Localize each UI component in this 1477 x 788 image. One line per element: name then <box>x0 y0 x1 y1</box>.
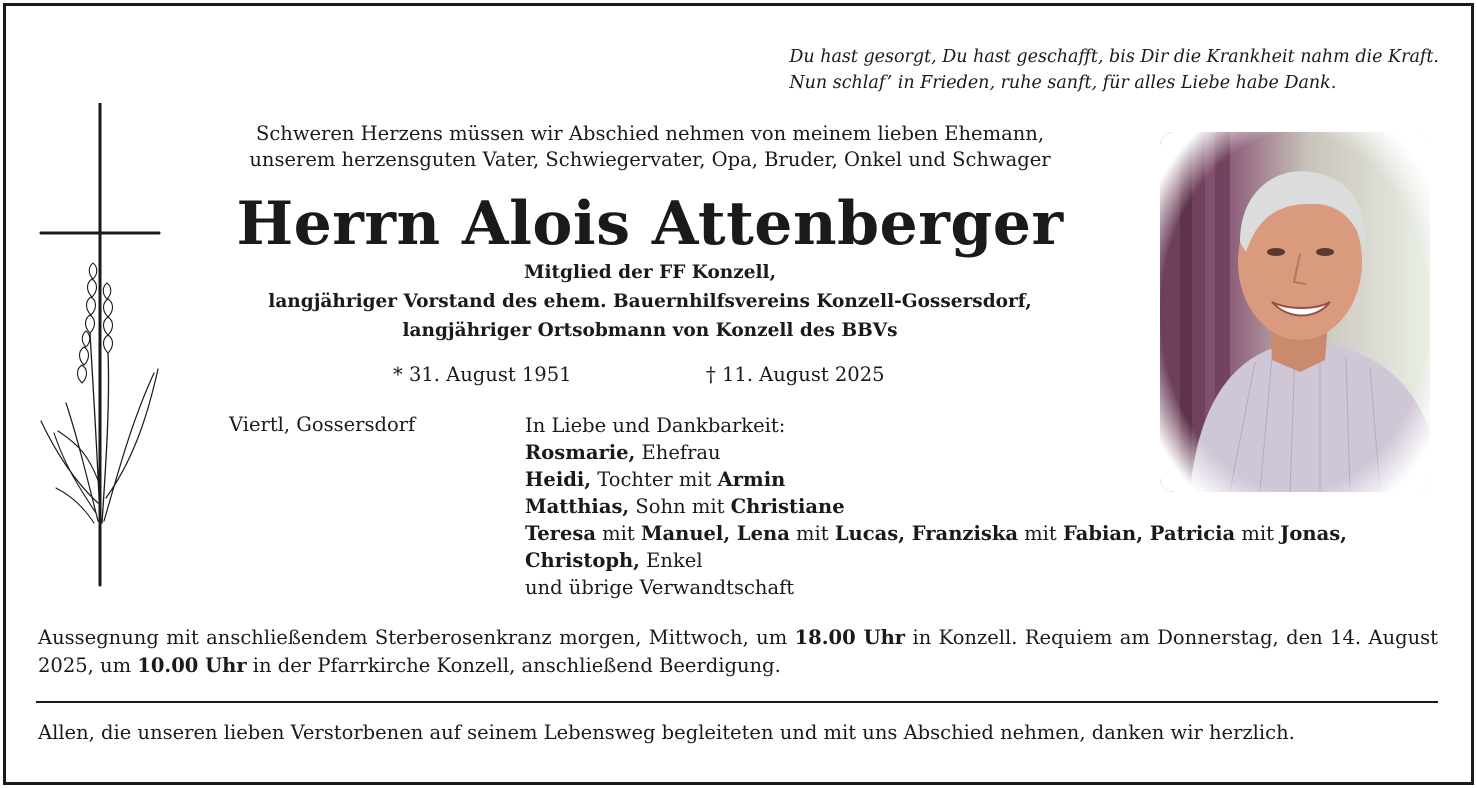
death-date: † 11. August 2025 <box>706 363 885 386</box>
portrait-photo <box>1160 132 1430 492</box>
rosary-time: 18.00 Uhr <box>794 626 906 649</box>
thanks-note: Allen, die unseren lieben Verstorbenen auf seinem Lebensweg begleiteten und mit uns Abschied nehmen, danken wir herzlich. <box>38 721 1295 744</box>
mourners-heading: In Liebe und Dankbarkeit: <box>525 414 786 437</box>
birth-date: * 31. August 1951 <box>393 363 572 386</box>
portrait-image <box>1160 132 1430 492</box>
mourner-relatives: und übrige Verwandtschaft <box>525 576 795 599</box>
mourner-son: Matthias, Sohn mit Christiane <box>525 495 845 518</box>
requiem-time: 10.00 Uhr <box>137 654 247 677</box>
intro-text <box>150 121 1150 173</box>
memorial-poem <box>789 44 1439 96</box>
role-line-3: langjähriger Ortsobmann von Konzell des BBVs <box>402 320 898 341</box>
divider-line <box>36 701 1438 703</box>
poem-line-2: Nun schlaf’ in Frieden, ruhe sanft, für alles Liebe habe Dank. <box>789 73 1337 93</box>
poem-line-1: Du hast gesorgt, Du hast geschafft, bis Dir die Krankheit nahm die Kraft. <box>789 47 1439 67</box>
role-line-1: Mitglied der FF Konzell, <box>523 262 777 283</box>
cross-with-wheat-icon <box>36 103 166 588</box>
deceased-name: Herrn Alois Attenberger <box>236 189 1064 259</box>
deceased-roles <box>150 258 1150 345</box>
intro-line-2: unserem herzensguten Vater, Schwiegervater, Opa, Bruder, Onkel und Schwager <box>249 148 1051 171</box>
funeral-details: Aussegnung mit anschließendem Sterberosenkranz morgen, Mittwoch, um 18.00 Uhr in Konzell. Requiem am Donnerstag, den 14. August 2025, um 10.00 Uhr in der Pfarrkirche Konzell, anschließend Beerdigung. <box>38 626 1439 677</box>
mourner-grandchildren-cont: Christoph, Enkel <box>525 549 703 572</box>
mourner-daughter: Heidi, Tochter mit Armin <box>525 468 786 491</box>
place-of-residence: Viertl, Gossersdorf <box>229 413 416 436</box>
role-line-2: langjähriger Vorstand des ehem. Bauernhilfsvereins Konzell-Gossersdorf, <box>268 291 1032 312</box>
intro-line-1: Schweren Herzens müssen wir Abschied nehmen von meinem lieben Ehemann, <box>255 122 1045 145</box>
mourner-grandchildren: Teresa mit Manuel, Lena mit Lucas, Franziska mit Fabian, Patricia mit Jonas, <box>525 522 1347 545</box>
mourner-wife: Rosmarie, Ehefrau <box>525 441 721 464</box>
